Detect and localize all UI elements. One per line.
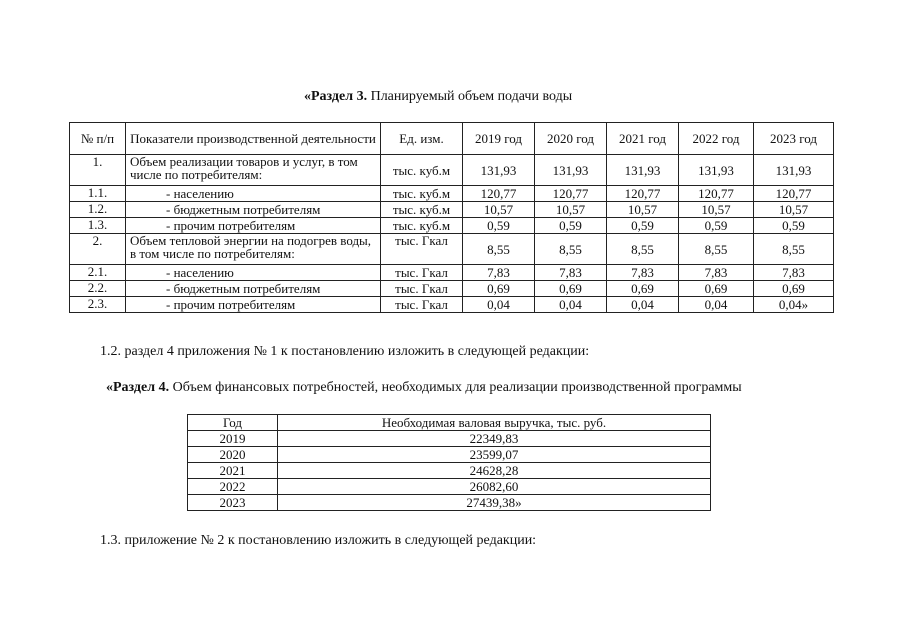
row-indicator: - населению — [126, 186, 381, 202]
table-row — [70, 297, 834, 313]
value-cell: 0,59 — [535, 218, 607, 234]
section-3-title — [304, 89, 572, 105]
row-index: 2.2. — [70, 281, 126, 297]
revenue-cell: 22349,83 — [278, 431, 711, 447]
value-cell: 0,59 — [463, 218, 535, 234]
row-indicator: - бюджетным потребителям — [126, 202, 381, 218]
table-row — [188, 447, 711, 463]
value-cell: 10,57 — [463, 202, 535, 218]
revenue-cell: 23599,07 — [278, 447, 711, 463]
header-cell: 2020 год — [535, 123, 607, 155]
paragraph-1-2: 1.2. раздел 4 приложения № 1 к постановлению изложить в следующей редакции: — [100, 344, 590, 359]
row-unit: тыс. куб.м — [381, 155, 463, 186]
table-row — [70, 155, 834, 186]
year-cell: 2020 — [188, 447, 278, 463]
row-indicator: - бюджетным потребителям — [126, 281, 381, 297]
row-indicator: - прочим потребителям — [126, 297, 381, 313]
table-row — [188, 431, 711, 447]
value-cell: 10,57 — [607, 202, 679, 218]
value-cell: 7,83 — [463, 265, 535, 281]
value-cell: 0,69 — [679, 281, 754, 297]
value-cell: 131,93 — [535, 155, 607, 186]
value-cell: 0,69 — [463, 281, 535, 297]
header-cell: 2019 год — [463, 123, 535, 155]
row-index: 2.1. — [70, 265, 126, 281]
year-cell: 2019 — [188, 431, 278, 447]
year-cell: 2023 — [188, 495, 278, 511]
revenue-cell: 24628,28 — [278, 463, 711, 479]
value-cell: 131,93 — [463, 155, 535, 186]
value-cell: 0,04 — [607, 297, 679, 313]
row-unit: тыс. куб.м — [381, 202, 463, 218]
table-row — [188, 463, 711, 479]
value-cell: 0,69 — [754, 281, 834, 297]
financial-needs-table — [187, 414, 711, 511]
value-cell: 0,69 — [535, 281, 607, 297]
value-cell: 7,83 — [607, 265, 679, 281]
header-cell: № п/п — [70, 123, 126, 155]
value-cell: 10,57 — [754, 202, 834, 218]
header-cell: 2023 год — [754, 123, 834, 155]
row-unit: тыс. Гкал — [381, 297, 463, 313]
revenue-cell: 27439,38» — [278, 495, 711, 511]
table-row — [70, 265, 834, 281]
value-cell: 0,04 — [535, 297, 607, 313]
value-cell: 10,57 — [535, 202, 607, 218]
value-cell: 131,93 — [754, 155, 834, 186]
value-cell: 8,55 — [535, 234, 607, 265]
year-cell: 2022 — [188, 479, 278, 495]
table-row — [188, 479, 711, 495]
row-unit: тыс. Гкал — [381, 281, 463, 297]
value-cell: 120,77 — [679, 186, 754, 202]
value-cell: 8,55 — [754, 234, 834, 265]
row-indicator: Объем тепловой энергии на подогрев воды, в том числе по потребителям: — [126, 234, 381, 265]
value-cell: 120,77 — [607, 186, 679, 202]
header-cell: Год — [188, 415, 278, 431]
row-index: 2.3. — [70, 297, 126, 313]
value-cell: 8,55 — [463, 234, 535, 265]
header-cell: Ед. изм. — [381, 123, 463, 155]
row-index: 1.2. — [70, 202, 126, 218]
year-cell: 2021 — [188, 463, 278, 479]
row-unit: тыс. куб.м — [381, 218, 463, 234]
section-4-label: «Раздел 4. — [106, 380, 170, 395]
row-index: 2. — [70, 234, 126, 265]
section-4-title — [106, 380, 742, 396]
header-cell: 2021 год — [607, 123, 679, 155]
value-cell: 131,93 — [679, 155, 754, 186]
value-cell: 7,83 — [535, 265, 607, 281]
value-cell: 0,59 — [607, 218, 679, 234]
header-cell: Показатели производственной деятельности — [126, 123, 381, 155]
value-cell: 0,59 — [679, 218, 754, 234]
value-cell: 7,83 — [754, 265, 834, 281]
header-cell: 2022 год — [679, 123, 754, 155]
table-row — [70, 234, 834, 265]
row-unit: тыс. куб.м — [381, 186, 463, 202]
revenue-cell: 26082,60 — [278, 479, 711, 495]
section-3-label: «Раздел 3. — [304, 89, 368, 104]
table-row — [188, 495, 711, 511]
value-cell: 0,04 — [463, 297, 535, 313]
value-cell: 0,04 — [679, 297, 754, 313]
value-cell: 0,69 — [607, 281, 679, 297]
paragraph-1-3: 1.3. приложение № 2 к постановлению изложить в следующей редакции: — [100, 533, 537, 548]
value-cell: 120,77 — [754, 186, 834, 202]
table-row — [70, 186, 834, 202]
table-row — [70, 202, 834, 218]
value-cell: 0,59 — [754, 218, 834, 234]
value-cell: 120,77 — [535, 186, 607, 202]
header-cell: Необходимая валовая выручка, тыс. руб. — [278, 415, 711, 431]
row-indicator: - населению — [126, 265, 381, 281]
section-4-title-text: Объем финансовых потребностей, необходимых для реализации производственной программы — [172, 380, 742, 395]
value-cell: 8,55 — [607, 234, 679, 265]
value-cell: 8,55 — [679, 234, 754, 265]
value-cell: 120,77 — [463, 186, 535, 202]
row-unit: тыс. Гкал — [381, 265, 463, 281]
row-index: 1. — [70, 155, 126, 186]
row-unit: тыс. Гкал — [381, 234, 463, 265]
value-cell: 10,57 — [679, 202, 754, 218]
row-index: 1.1. — [70, 186, 126, 202]
table-row — [70, 218, 834, 234]
table-header-row — [70, 123, 834, 155]
section-3-title-text: Планируемый объем подачи воды — [370, 89, 573, 104]
value-cell: 7,83 — [679, 265, 754, 281]
value-cell: 131,93 — [607, 155, 679, 186]
row-indicator: - прочим потребителям — [126, 218, 381, 234]
row-index: 1.3. — [70, 218, 126, 234]
table-row — [70, 281, 834, 297]
value-cell: 0,04» — [754, 297, 834, 313]
row-indicator: Объем реализации товаров и услуг, в том числе по потребителям: — [126, 155, 381, 186]
table-header-row — [188, 415, 711, 431]
planned-water-supply-table — [69, 122, 834, 313]
